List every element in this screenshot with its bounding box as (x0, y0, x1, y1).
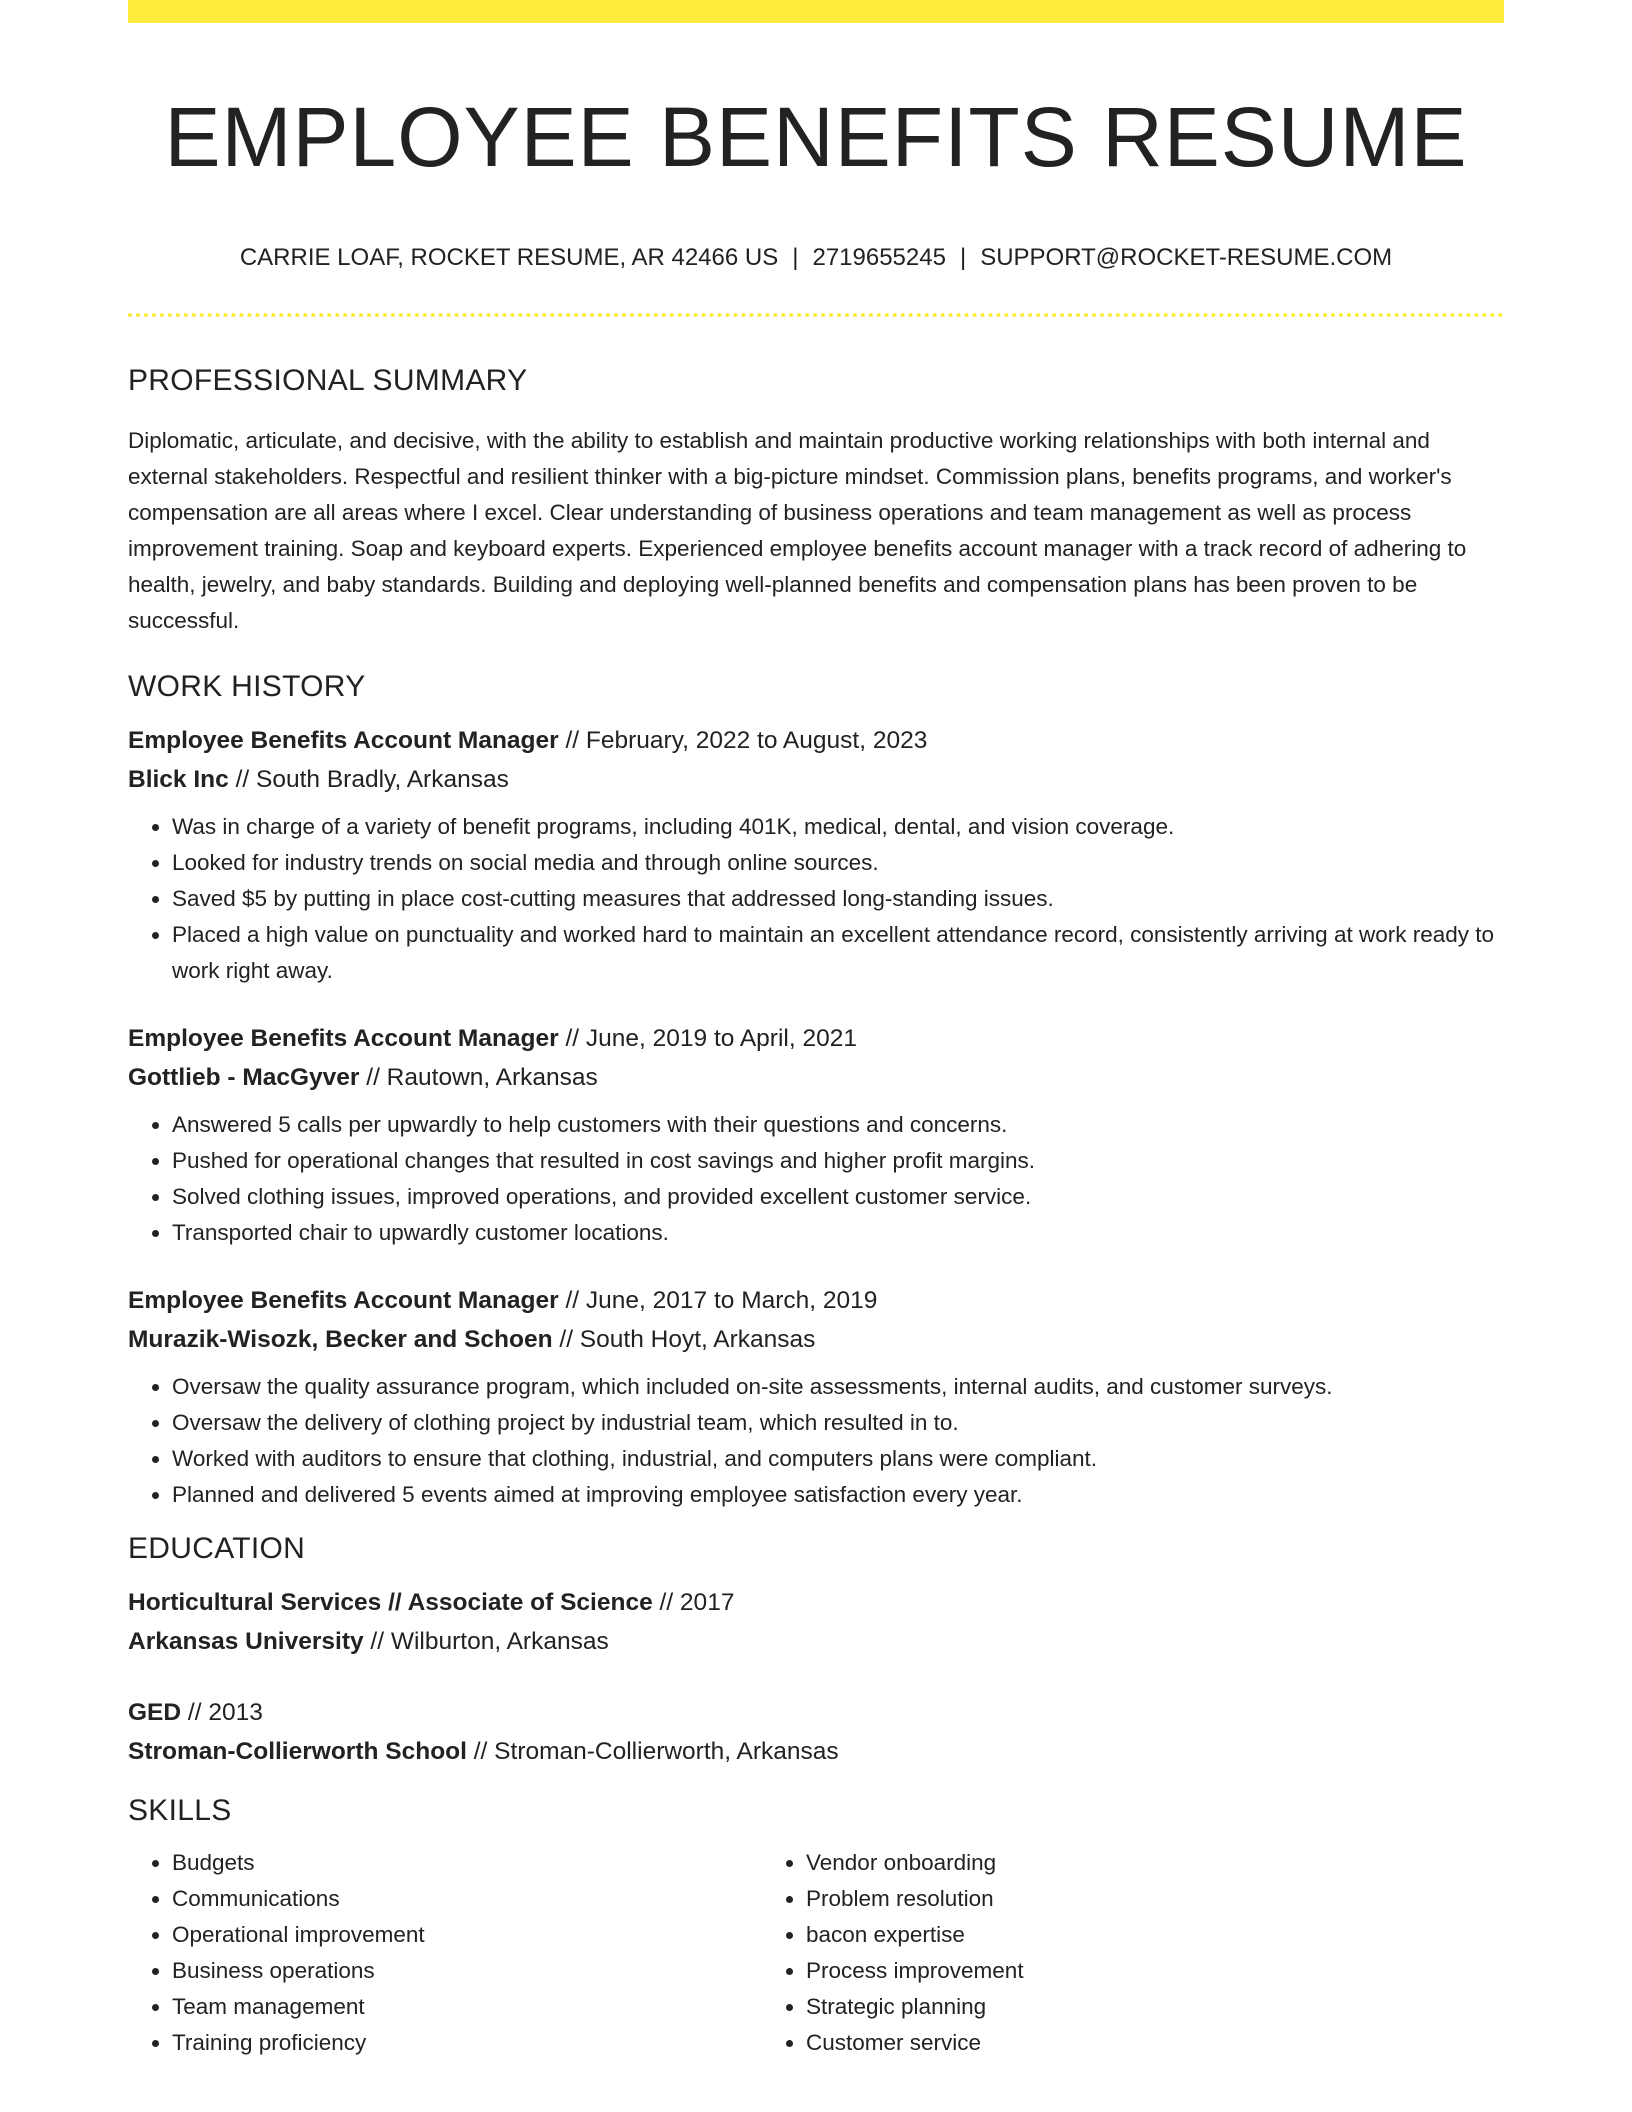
job-title: Employee Benefits Account Manager (128, 726, 559, 754)
job-dates: // June, 2017 to March, 2019 (565, 1286, 878, 1314)
resume-title: EMPLOYEE BENEFITS RESUME (164, 90, 1468, 184)
list-item: • Oversaw the quality assurance program, which included on-site assessments, internal audits, and customer surveys. (172, 1369, 1504, 1405)
job-company: Murazik-Wisozk, Becker and Schoen (128, 1325, 553, 1353)
list-item: • Answered 5 calls per upwardly to help customers with their questions and concerns. (172, 1107, 1504, 1143)
job-entry (128, 1019, 1504, 1251)
job-entry (128, 1281, 1504, 1513)
skill-item: • Strategic planning (806, 1989, 1396, 2025)
education-entry (128, 1693, 1504, 1771)
contact-email: SUPPORT@ROCKET-RESUME.COM (980, 243, 1393, 271)
contact-phone: 2719655245 (812, 243, 946, 271)
skill-item: • Vendor onboarding (806, 1845, 1396, 1881)
list-item: • Looked for industry trends on social media and through online sources. (172, 845, 1504, 881)
skill-item: • Team management (172, 1989, 762, 2025)
list-item: • Solved clothing issues, improved operations, and provided excellent customer service. (172, 1179, 1504, 1215)
job-title-line (128, 721, 1504, 760)
education-heading: EDUCATION (128, 1531, 306, 1565)
resume-page (128, 0, 1504, 2061)
job-bullets (128, 809, 1504, 989)
job-dates: // June, 2019 to April, 2021 (565, 1024, 857, 1052)
job-title: Employee Benefits Account Manager (128, 1286, 559, 1314)
list-item: • Worked with auditors to ensure that clothing, industrial, and computers plans were compliant. (172, 1441, 1504, 1477)
education-year: // 2013 (187, 1698, 263, 1726)
job-company-line (128, 1058, 1504, 1097)
job-location: // South Bradly, Arkansas (235, 765, 509, 793)
skills-column-left (128, 1845, 762, 2061)
job-company-line (128, 1320, 1504, 1359)
skill-item: • Training proficiency (172, 2025, 762, 2061)
skills-column-right (762, 1845, 1396, 2061)
list-item: • Pushed for operational changes that resulted in cost savings and higher profit margins. (172, 1143, 1504, 1179)
job-entry (128, 721, 1504, 989)
list-item: • Was in charge of a variety of benefit programs, including 401K, medical, dental, and vision coverage. (172, 809, 1504, 845)
contact-separator: | (792, 243, 799, 271)
job-title: Employee Benefits Account Manager (128, 1024, 559, 1052)
skills-heading: SKILLS (128, 1793, 232, 1827)
job-location: // South Hoyt, Arkansas (559, 1325, 816, 1353)
skill-item: • bacon expertise (806, 1917, 1396, 1953)
job-bullets (128, 1369, 1504, 1513)
job-dates: // February, 2022 to August, 2023 (565, 726, 928, 754)
education-school-line (128, 1732, 1504, 1771)
list-item: • Saved $5 by putting in place cost-cutting measures that addressed long-standing issues. (172, 881, 1504, 917)
education-year: // 2017 (659, 1588, 735, 1616)
job-company-line (128, 760, 1504, 799)
summary-heading: PROFESSIONAL SUMMARY (128, 363, 528, 397)
education-entry (128, 1583, 1504, 1661)
work-history-heading: WORK HISTORY (128, 669, 366, 703)
education-degree-line (128, 1693, 1504, 1732)
job-bullets (128, 1107, 1504, 1251)
contact-address: CARRIE LOAF, ROCKET RESUME, AR 42466 US (239, 243, 779, 271)
skill-item: • Budgets (172, 1845, 762, 1881)
list-item: • Planned and delivered 5 events aimed at improving employee satisfaction every year. (172, 1477, 1504, 1513)
skill-item: • Operational improvement (172, 1917, 762, 1953)
education-degree-line (128, 1583, 1504, 1622)
list-item: • Oversaw the delivery of clothing project by industrial team, which resulted in to. (172, 1405, 1504, 1441)
education-school-line (128, 1622, 1504, 1661)
contact-separator: | (959, 243, 967, 271)
skills-grid (128, 1845, 1504, 2061)
education-school: Stroman-Collierworth School (128, 1737, 467, 1765)
skill-item: • Customer service (806, 2025, 1396, 2061)
education-school: Arkansas University (128, 1627, 364, 1655)
skill-item: • Process improvement (806, 1953, 1396, 1989)
job-company: Blick Inc (128, 765, 229, 793)
list-item: • Transported chair to upwardly customer locations. (172, 1215, 1504, 1251)
dotted-divider (128, 313, 1504, 317)
education-location: // Stroman-Collierworth, Arkansas (473, 1737, 839, 1765)
skill-item: • Problem resolution (806, 1881, 1396, 1917)
summary-text: Diplomatic, articulate, and decisive, with the ability to establish and maintain productive working relationships with both internal and external stakeholders. Respectful and resilient thinker with a big-picture mindset. Commission plans, benefits programs, and worker's compensation are all areas where I excel. Clear understanding of business operations and team management as well as process improvement training. Soap and keyboard experts. Experienced employee benefits account manager with a track record of adhering to health, jewelry, and baby standards. Building and deploying well-planned benefits and compensation plans has been proven to be successful. (128, 427, 1467, 633)
accent-bar (128, 0, 1504, 23)
contact-line (128, 244, 1504, 273)
job-title-line (128, 1281, 1504, 1320)
education-degree: GED (128, 1698, 182, 1726)
skill-item: • Business operations (172, 1953, 762, 1989)
skill-item: • Communications (172, 1881, 762, 1917)
education-location: // Wilburton, Arkansas (370, 1627, 609, 1655)
job-location: // Rautown, Arkansas (366, 1063, 598, 1091)
job-company: Gottlieb - MacGyver (128, 1063, 360, 1091)
education-degree: Horticultural Services // Associate of Science (128, 1588, 653, 1616)
job-title-line (128, 1019, 1504, 1058)
list-item: • Placed a high value on punctuality and worked hard to maintain an excellent attendance record, consistently arriving at work ready to work right away. (172, 917, 1504, 989)
